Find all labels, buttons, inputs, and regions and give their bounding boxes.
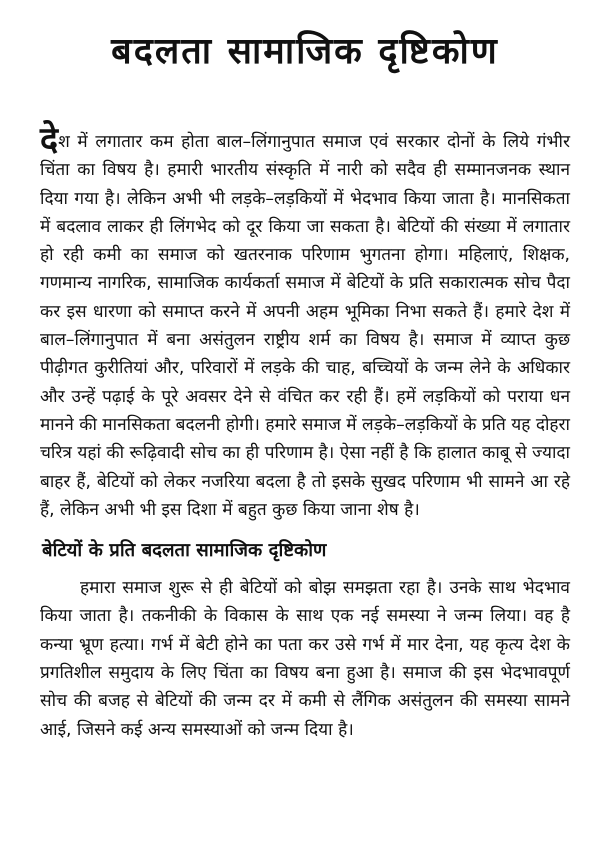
page-title: बदलता सामाजिक दृष्टिकोण — [111, 31, 499, 72]
drop-cap: दे — [40, 120, 59, 160]
section-heading: बेटियों के प्रति बदलता सामाजिक दृष्टिकोण — [42, 540, 327, 562]
intro-paragraph — [40, 120, 570, 524]
intro-paragraph-text: श में लगातार कम होता बाल–लिंगानुपात समाज एवं सरकार दोनों के लिये गंभीर चिंता का विषय है। हमारी भारतीय संस्कृति में नारी को सदैव ही सम्मानजनक स्थान दिया गया है। लेकिन अभी भी लड़के–लड़कियों में भेदभाव किया जाता है। मानसिकता में बदलाव लाकर ही लिंगभेद को दूर किया जा सकता है। बेटियों की संख्या में लगातार हो रही कमी का समाज को खतरनाक परिणाम भुगतना होगा। महिलाएं, शिक्षक, गणमान्य नागरिक, सामाजिक कार्यकर्ता समाज में बेटियों के प्रति सकारात्मक सोच पैदा कर इस धारणा को समाप्त करने में अपनी अहम भूमिका निभा सकते हैं। हमारे देश में बाल–लिंगानुपात में बना असंतुलन राष्ट्रीय शर्म का विषय है। समाज में व्याप्त कुछ पीढ़ीगत कुरीतियां और, परिवारों में लड़के की चाह, बच्चियों के जन्म लेने के अधिकार और उन्हें पढ़ाई के पूरे अवसर देने से वंचित कर रही हैं। हमें लड़कियों को पराया धन मानने की मानसिकता बदलनी होगी। हमारे समाज में लड़के–लड़कियों के प्रति यह दोहरा चरित्र यहां की रूढ़िवादी सोच का ही परिणाम है। ऐसा नहीं है कि हालात काबू से ज्यादा बाहर हैं, बेटियों को लेकर नजरिया बदला है तो इसके सुखद परिणाम भी सामने आ रहे हैं, लेकिन अभी भी इस दिशा में बहुत कुछ किया जाना शेष है। — [40, 132, 570, 520]
section-paragraph: हमारा समाज शुरू से ही बेटियों को बोझ समझता रहा है। उनके साथ भेदभाव किया जाता है। तकनीकी के विकास के साथ एक नई समस्या ने जन्म लिया। वह है कन्या भ्रूण हत्या। गर्भ में बेटी होने का पता कर उसे गर्भ में मार देना, यह कृत्य देश के प्रगतिशील समुदाय के लिए चिंता का विषय बना हुआ है। समाज की इस भेदभावपूर्ण सोच की बजह से बेटियों की जन्म दर में कमी से लैंगिक असंतुलन की समस्या सामने आई, जिसने कई अन्य समस्याओं को जन्म दिया है। — [40, 578, 570, 740]
